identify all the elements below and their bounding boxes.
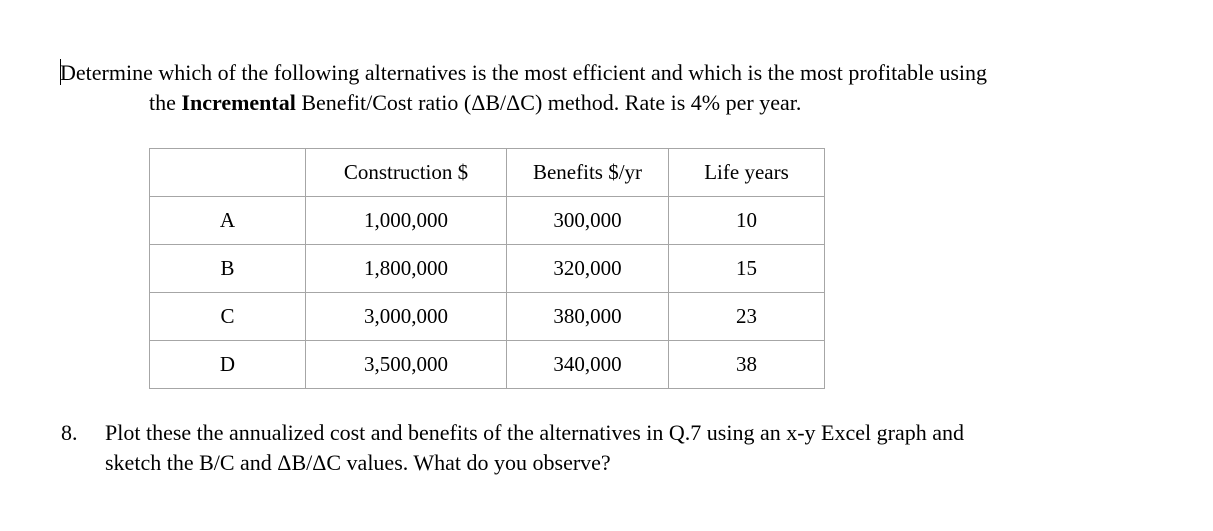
- question-7-bold-term: Incremental: [181, 90, 296, 115]
- construction-cost-cell: 1,000,000: [306, 197, 507, 245]
- alternative-name-cell: A: [150, 197, 306, 245]
- question-8-text-line-2: sketch the B/C and ΔB/ΔC values. What do you observe?: [105, 450, 611, 475]
- life-years-cell: 23: [669, 293, 825, 341]
- header-cell-life: Life years: [669, 149, 825, 197]
- question-7-line-2-suffix: Benefit/Cost ratio (ΔB/ΔC) method. Rate is 4% per year.: [295, 90, 802, 115]
- header-cell-benefits: Benefits $/yr: [507, 149, 669, 197]
- header-cell-blank: [150, 149, 306, 197]
- question-7-line-2-prefix: the: [149, 90, 182, 115]
- alternative-name-cell: C: [150, 293, 306, 341]
- life-years-cell: 15: [669, 245, 825, 293]
- question-7-text-line-2: [149, 88, 801, 118]
- construction-cost-cell: 3,500,000: [306, 341, 507, 389]
- benefits-cell: 340,000: [507, 341, 669, 389]
- table-row: [150, 293, 825, 341]
- construction-cost-cell: 1,800,000: [306, 245, 507, 293]
- table-row: [150, 341, 825, 389]
- benefits-cell: 380,000: [507, 293, 669, 341]
- life-years-cell: 10: [669, 197, 825, 245]
- benefits-cell: 320,000: [507, 245, 669, 293]
- alternatives-table: [149, 148, 825, 389]
- construction-cost-cell: 3,000,000: [306, 293, 507, 341]
- alternative-name-cell: B: [150, 245, 306, 293]
- question-8-text-line-1: Plot these the annualized cost and benefits of the alternatives in Q.7 using an x-y Excel graph and: [105, 420, 964, 445]
- life-years-cell: 38: [669, 341, 825, 389]
- question-7-text-line-1: [60, 58, 987, 88]
- benefits-cell: 300,000: [507, 197, 669, 245]
- table-header-row: [150, 149, 825, 197]
- table-row: [150, 197, 825, 245]
- question-8-number: 8.: [61, 420, 78, 445]
- table-row: [150, 245, 825, 293]
- question-7-line-1-text: Determine which of the following alternatives is the most efficient and which is the most profitable using: [60, 60, 988, 85]
- header-cell-construction: Construction $: [306, 149, 507, 197]
- alternative-name-cell: D: [150, 341, 306, 389]
